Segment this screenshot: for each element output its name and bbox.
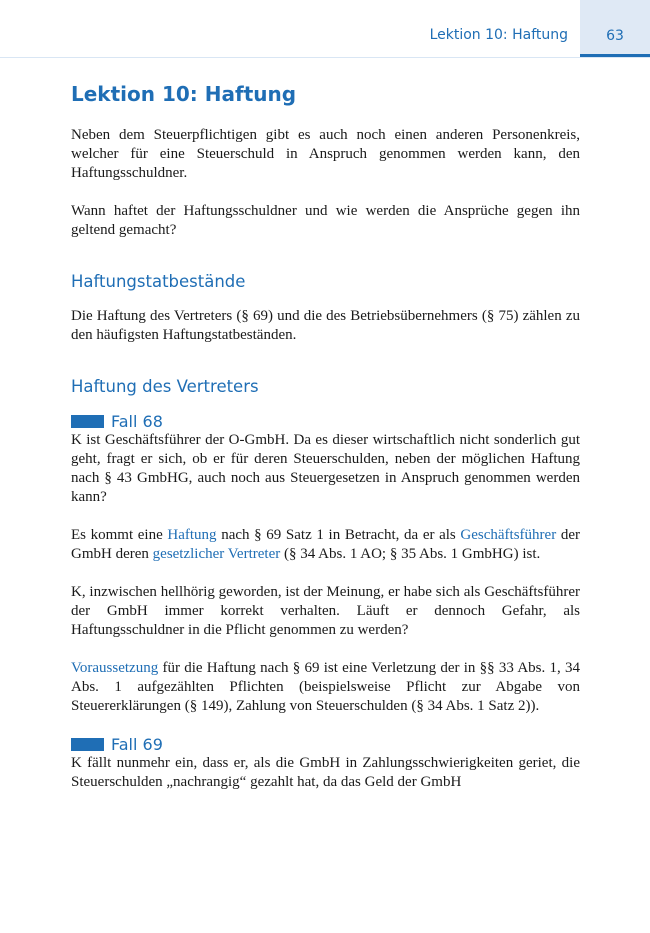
case-69-text: K fällt nunmehr ein, dass er, als die GmbH in Zahlungsschwierigkeiten geriet, die Steuerschulden „nachrangig“ gezahlt hat, da das Geld der GmbH	[71, 755, 580, 790]
case-68-heading	[71, 412, 580, 431]
lesson-title: Lektion 10: Haftung	[71, 82, 297, 106]
case-68-text: K ist Geschäftsführer der O-GmbH. Da es dieser wirtschaftlich nicht sonderlich gut geht, fragt er sich, ob er für deren Steuerschulden, neben der möglichen Haftung nach § 43 GmbHG, auch noch aus Steuergesetzen in Anspruch genommen werden kann?	[71, 432, 580, 505]
voraussetzung-text: für die Haftung nach § 69 ist eine Verletzung der in §§ 33 Abs. 1, 34 Abs. 1 aufgezählten Pflichten (beispielsweise Pflicht zur Abgabe von Steuererklärungen (§ 149), Zahlung von Steuerschulden (§ 34 Abs. 1 Satz 2)).	[71, 660, 580, 714]
section-heading-haftung-des-vertreters: Haftung des Vertreters	[71, 377, 259, 396]
section1-paragraph: Die Haftung des Vertreters (§ 69) und die des Betriebsübernehmers (§ 75) zählen zu den häufigsten Haftungstatbeständen.	[71, 308, 580, 343]
case-69-heading	[71, 735, 580, 754]
answer-text-3: der GmbH deren	[71, 527, 580, 562]
voraussetzung-paragraph	[71, 659, 580, 716]
keyword-haftung: Haftung	[167, 527, 217, 543]
answer-text-2: nach § 69 Satz 1 in Betracht, da er als	[216, 527, 461, 543]
case-68-answer	[71, 526, 580, 564]
intro-paragraph-2: Wann haftet der Haftungsschuldner und wie werden die Ansprüche gegen ihn geltend gemacht?	[71, 203, 580, 238]
keyword-voraussetzung: Voraussetzung	[71, 660, 159, 676]
section-heading-haftungstatbestaende: Haftungstatbestände	[71, 272, 246, 291]
answer-text-1: Es kommt eine	[71, 527, 168, 543]
header-rule	[0, 57, 650, 58]
keyword-gesetzlicher-vertreter: gesetzlicher Vertreter	[152, 546, 281, 562]
case-marker-bar	[71, 415, 104, 428]
page-number: 63	[606, 28, 624, 44]
page-content	[71, 82, 580, 792]
case-69-label: Fall 69	[111, 735, 163, 754]
running-header-title: Lektion 10: Haftung	[429, 27, 568, 43]
case-68-followup: K, inzwischen hellhörig geworden, ist der Meinung, er habe sich als Geschäftsführer der GmbH immer korrekt verhalten. Läuft er dennoch Gefahr, als Haftungsschuldner in die Pflicht genommen zu werden?	[71, 584, 580, 638]
answer-text-4: (§ 34 Abs. 1 AO; § 35 Abs. 1 GmbHG) ist.	[280, 546, 541, 562]
case-68-label: Fall 68	[111, 412, 163, 431]
keyword-geschaeftsfuehrer: Geschäftsführer	[460, 527, 557, 543]
case-marker-bar	[71, 738, 104, 751]
intro-paragraph-1: Neben dem Steuerpflichtigen gibt es auch noch einen anderen Personenkreis, welcher für eine Steuerschuld in Anspruch genommen werden kann, den Haftungsschuldner.	[71, 127, 580, 181]
page-number-box	[580, 0, 650, 57]
